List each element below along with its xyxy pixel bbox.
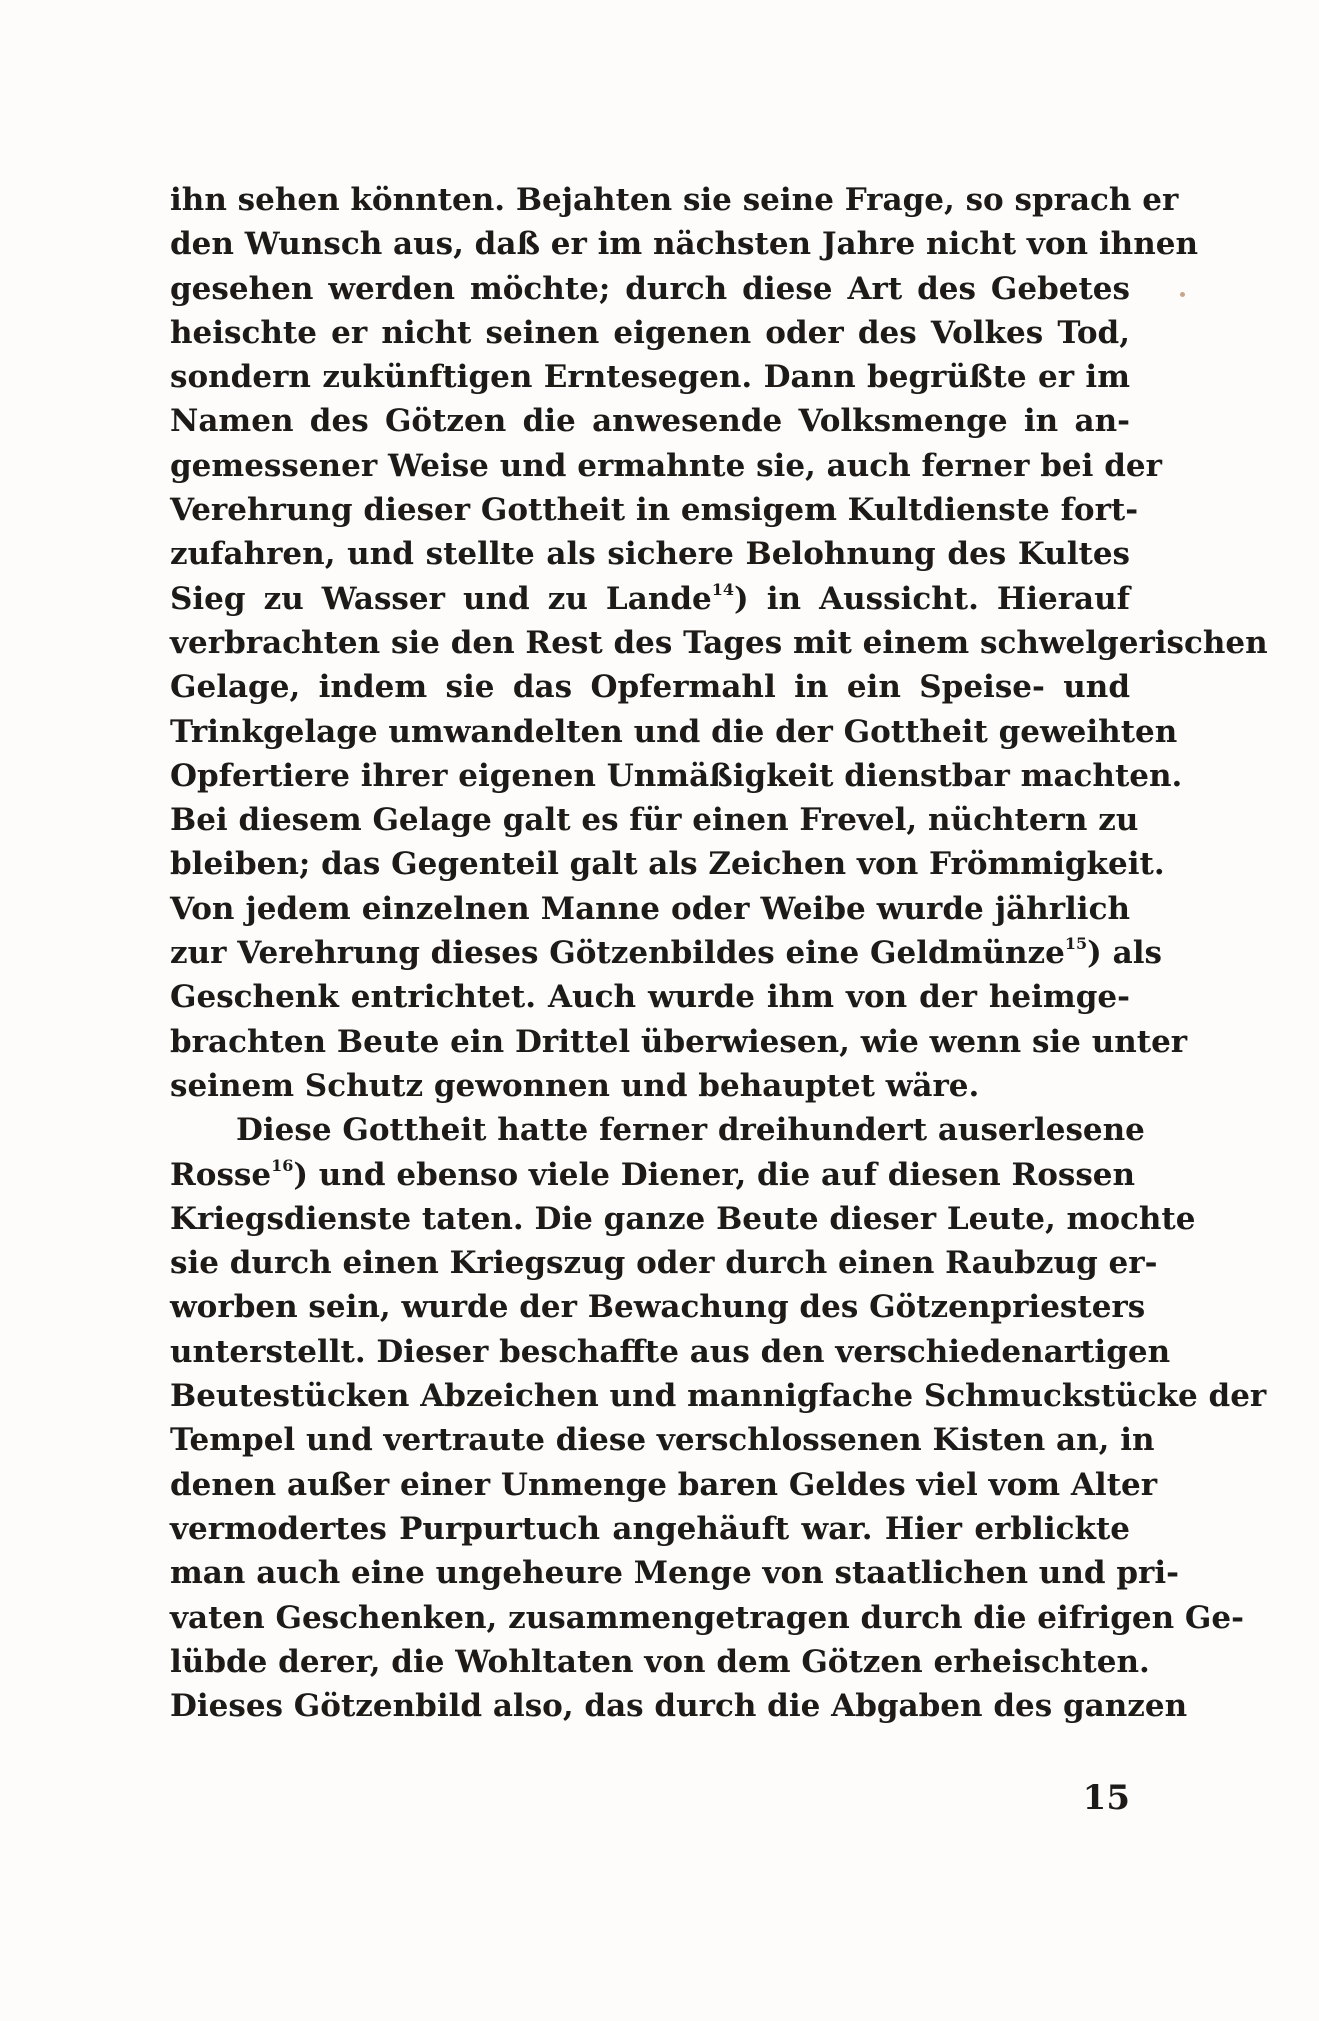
text-line: sondern zukünftigen Erntesegen. Dann begrüßte er im	[170, 359, 1130, 396]
text-line	[170, 1153, 1136, 1197]
text-line: heischte er nicht seinen eigenen oder des Volkes Tod,	[170, 314, 1130, 351]
line-text: zur Verehrung dieses Götzenbildes eine Geldmünze	[170, 935, 1065, 972]
text-line: worben sein, wurde der Bewachung des Götzenpriesters	[170, 1289, 1146, 1326]
text-line: Tempel und vertraute diese verschlossenen Kisten an, in	[170, 1422, 1155, 1459]
footnote-marker: 14	[711, 579, 735, 599]
text-line: Beutestücken Abzeichen und mannigfache Schmuckstücke der	[170, 1378, 1267, 1415]
text-line: Dieses Götzenbild also, das durch die Abgaben des ganzen	[170, 1688, 1188, 1725]
text-line: verbrachten sie den Rest des Tages mit einem schwelgerischen	[170, 624, 1268, 661]
line-text: ) und ebenso viele Diener, die auf diesen Rossen	[293, 1156, 1136, 1193]
text-line: Geschenk entrichtet. Auch wurde ihm von der heimge-	[170, 979, 1130, 1016]
text-line: Bei diesem Gelage galt es für einen Frevel, nüchtern zu	[170, 802, 1139, 839]
text-line: Von jedem einzelnen Manne oder Weibe wurde jährlich	[170, 890, 1130, 927]
text-line: brachten Beute ein Drittel überwiesen, wie wenn sie unter	[170, 1023, 1188, 1060]
text-line	[170, 577, 1130, 621]
footnote-marker: 15	[1064, 934, 1088, 954]
line-text: Rosse	[170, 1156, 272, 1193]
body-text	[170, 178, 1268, 1728]
text-line: vermodertes Purpurtuch angehäuft war. Hier erblickte	[170, 1510, 1130, 1547]
line-text: Sieg zu Wasser und zu Lande	[170, 580, 712, 617]
page-number: 15	[1082, 1778, 1130, 1818]
text-line: Diese Gottheit hatte ferner dreihundert auserlesene	[236, 1112, 1145, 1149]
text-line: unterstellt. Dieser beschaffte aus den verschiedenartigen	[170, 1333, 1171, 1370]
text-line: gemessener Weise und ermahnte sie, auch ferner bei der	[170, 447, 1162, 484]
text-line: Gelage, indem sie das Opfermahl in ein Speise- und	[170, 669, 1130, 706]
text-line: zufahren, und stellte als sichere Belohnung des Kultes	[170, 536, 1130, 573]
text-line: gesehen werden möchte; durch diese Art des Gebetes	[170, 270, 1130, 307]
text-line: Kriegsdienste taten. Die ganze Beute dieser Leute, mochte	[170, 1200, 1196, 1237]
text-line: Namen des Götzen die anwesende Volksmenge in an-	[170, 403, 1130, 440]
text-line: man auch eine ungeheure Menge von staatlichen und pri-	[170, 1555, 1179, 1592]
text-line: seinem Schutz gewonnen und behauptet wäre.	[170, 1067, 980, 1104]
footnote-marker: 16	[271, 1155, 294, 1175]
text-line: ihn sehen könnten. Bejahten sie seine Frage, so sprach er	[170, 182, 1179, 218]
ink-speck	[1180, 292, 1185, 297]
text-line: denen außer einer Unmenge baren Geldes viel vom Alter	[170, 1466, 1158, 1503]
text-line: Verehrung dieser Gottheit in emsigem Kultdienste fort-	[170, 492, 1139, 529]
text-line: bleiben; das Gegenteil galt als Zeichen von Frömmigkeit.	[170, 846, 1165, 883]
text-line: Opfertiere ihrer eigenen Unmäßigkeit dienstbar machten.	[170, 757, 1183, 794]
text-line	[170, 931, 1162, 975]
text-line: lübde derer, die Wohltaten von dem Götzen erheischten.	[170, 1643, 1150, 1680]
line-text: ) in Aussicht. Hierauf	[734, 580, 1130, 617]
text-line: Trinkgelage umwandelten und die der Gottheit geweihten	[170, 713, 1178, 750]
text-line: vaten Geschenken, zusammengetragen durch die eifrigen Ge-	[170, 1599, 1244, 1636]
text-line: sie durch einen Kriegszug oder durch einen Raubzug er-	[170, 1245, 1158, 1282]
line-text: ) als	[1087, 935, 1162, 972]
text-line: den Wunsch aus, daß er im nächsten Jahre nicht von ihnen	[170, 226, 1198, 263]
